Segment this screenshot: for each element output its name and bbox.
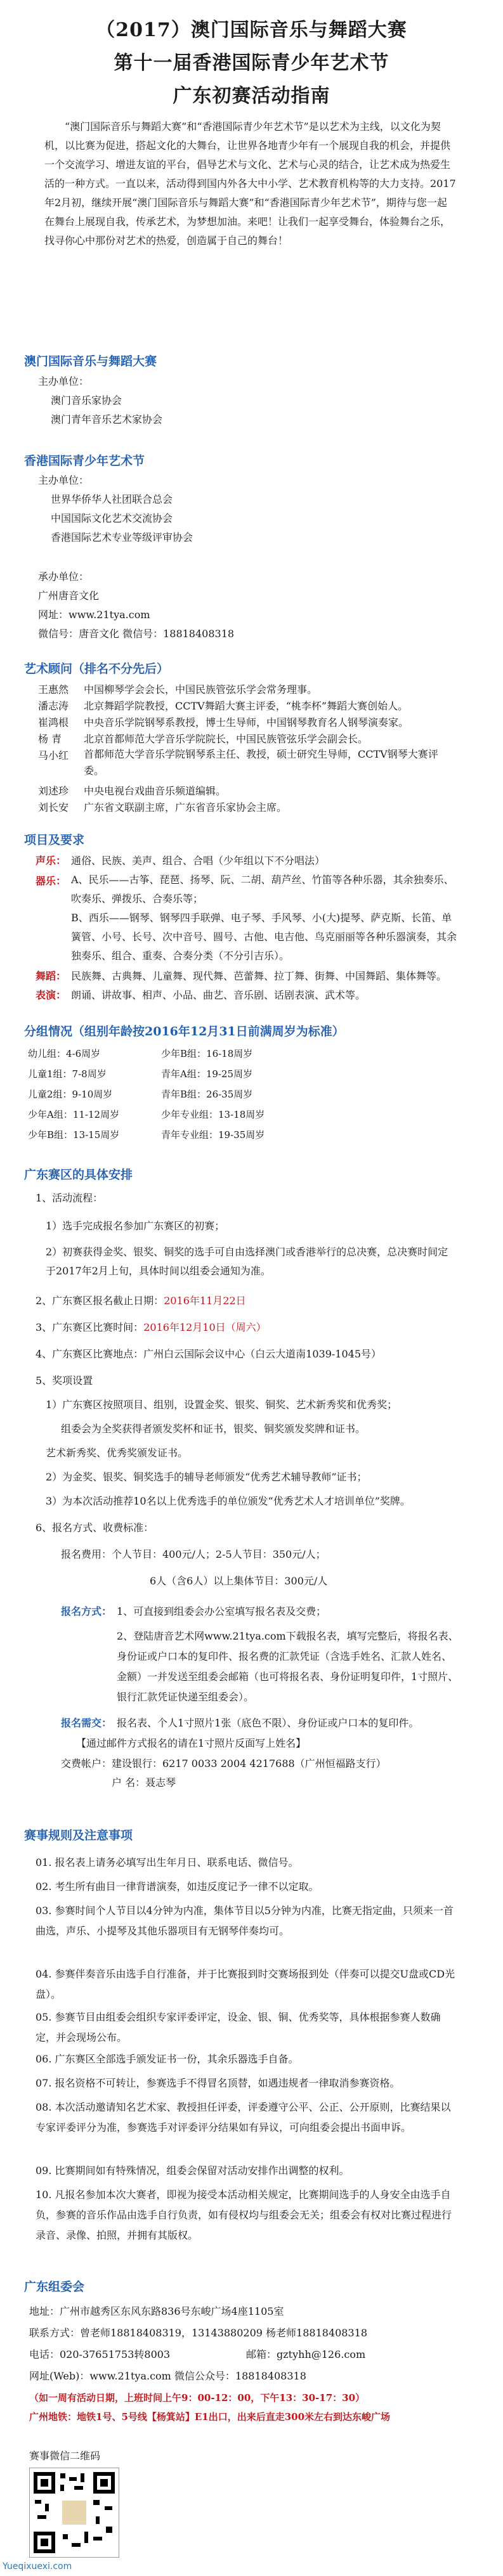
flow-step-1: 1）选手完成报名参加广东赛区的初赛； (46, 1220, 225, 1232)
fee-sub-label: 报名费用： (61, 1548, 112, 1560)
consultant-desc: 北京舞蹈学院教授，CCTV舞蹈大赛主评委，“桃李杯”舞蹈大赛创始人。 (84, 700, 408, 712)
requirement-text: A、民乐——古筝、琵琶、扬琴、阮、二胡、葫芦丝、竹笛等各种乐器，其余独奏乐、吹奏乐、弹拨乐、合奏乐等； (71, 874, 454, 905)
consultant-desc: 中国柳琴学会会长，中国民族管弦乐学会常务理事。 (84, 683, 318, 696)
rule-item: 06. 广东赛区全部选手颁发证书一份，其余乐器选手自备。 (36, 2053, 299, 2065)
hk-heading: 香港国际青少年艺术节 (24, 454, 145, 468)
group-row (28, 1125, 265, 1145)
requirement-text: 民族舞、古典舞、儿童舞、现代舞、芭蕾舞、拉丁舞、街舞、中国舞蹈、集体舞等。 (71, 970, 447, 982)
consultant-desc: 中央电视台戏曲音乐频道编辑。 (84, 785, 226, 797)
macau-heading: 澳门国际音乐与舞蹈大赛 (24, 354, 157, 368)
group-cell: 青年B组：26-35周岁 (161, 1089, 253, 1100)
contact-phone: 电话：020-37651753转8003 (29, 2348, 171, 2360)
contact-people: 联系方式：曾老师18818408319，13143880209 杨老师18818408318 (29, 2327, 368, 2339)
requirement-text: 朗诵、讲故事、相声、小品、曲艺、音乐剧、话剧表演、武术等。 (71, 989, 366, 1001)
group-cell: 儿童1组：7-8周岁 (28, 1068, 107, 1080)
organizer-wechat: 微信号：唐音文化 微信号：18818408318 (38, 628, 235, 640)
match-date: 2016年12月10日（周六） (143, 1321, 266, 1333)
contact-heading: 广东组委会 (24, 2280, 85, 2294)
method-label: 报名方式： (61, 1605, 112, 1617)
group-cell: 幼儿组：4-6周岁 (28, 1048, 101, 1059)
watermark: Yueqixuexi.com (3, 2561, 72, 2572)
rule-item: 07. 报名资格不可转让，参赛选手不得冒名顶替，如遇违规者一律取消参赛资格。 (36, 2077, 400, 2089)
macau-host-2: 澳门青年音乐艺术家协会 (51, 413, 163, 425)
hk-host-2: 中国国际文化艺术交流协会 (51, 512, 173, 524)
consultant-name: 马小红 (38, 749, 69, 761)
organizer-label: 承办单位： (38, 571, 89, 583)
consultant-desc: 中央音乐学院钢琴系教授，博士生导师，中国钢琴教育名人钢琴演奏家。 (84, 716, 409, 728)
group-cell: 少年B组：13-15周岁 (28, 1129, 120, 1141)
rule-item: 05. 参赛节目由组委会组织专家评委评定，设金、银、铜、优秀奖等，具体根据参赛人数确定，并会现场公布。 (36, 2011, 441, 2043)
organizer-name: 广州唐音文化 (38, 590, 100, 602)
rule-item: 03. 参赛时间个人节目以4分钟为内准，集体节目以5分钟为内准，比赛无指定曲，只须来一首曲选，声乐、小提琴及其他乐器项目有无钢琴伴奏均可。 (36, 1905, 454, 1937)
requirement-category: 器乐： (36, 875, 67, 887)
intro-paragraph: “澳门国际音乐与舞蹈大赛”和“香港国际青少年艺术节”是以艺术为主线，以文化为契机，以比赛为促进，搭起文化的大舞台，让世界各地青少年有一个展现自我的机会，并提供一个交流学习、增进友谊的平台，倡导艺术与文化、艺术与心灵的结合，让艺术成为热爱生活的一种方式。一直以来，活动得到国内外各大中小学、艺术教育机构等的大力支持。2017年2月初，继续开展“澳门国际音乐与舞蹈大赛”和“香港国际青少年艺术节”，期待与您一起在舞台上展现自我，传承艺术，为梦想加油。来吧！让我们一起享受舞台，体验舞台之乐，找寻你心中那份对艺术的热爱，创造属于自己的舞台！ (44, 120, 456, 247)
consultant-desc: 广东省文联副主席，广东省音乐家协会主席。 (84, 801, 287, 813)
hk-host-3: 香港国际艺术专业等级评审协会 (51, 531, 193, 543)
qr-logo (60, 2499, 88, 2527)
groups-table (28, 1044, 265, 1145)
rule-item: 02. 考生所有曲目一律背谱演奏，如违反度记予一律不以定取。 (36, 1880, 319, 1893)
mail-note: 【通过邮件方式报名的请在1寸照片反面写上姓名】 (76, 1737, 306, 1749)
rule-item: 10. 凡报名参加本次大赛者，即视为接受本活动相关规定，比赛期间选手的人身安全由选手自负，参赛的音乐作品由选手自行负责，如有侵权均与组委会无关；组委会有权对比赛过程进行录音、录像、拍照，并拥有其版权。 (36, 2189, 452, 2241)
group-cell: 青年A组：19-25周岁 (161, 1068, 253, 1080)
method-2: 2、登陆唐音艺术网www.21tya.com下载报名表，填写完整后，将报名表、身份证或户口本的复印件、报名费的汇款凭证（含选手姓名、汇款人姓名、金额）一并发送至组委会邮箱（也可将报名表、身份证明复印件，1寸照片、银行汇款凭证快递至组委会）。 (117, 1630, 459, 1703)
qr-finder-pattern (34, 2532, 55, 2553)
contact-website: 网址(Web)：www.21tya.com 微信公众号：18818408318 (29, 2370, 306, 2382)
requirement-category: 表演： (36, 989, 67, 1001)
account-label: 交费帐户： (61, 1757, 112, 1770)
title-line-1: （2017）澳门国际音乐与舞蹈大赛 (96, 19, 407, 41)
contact-transit: 广州地铁：地铁1号、5号线【杨箕站】E1出口，出来后直走300米左右到达东峻广场 (29, 2411, 391, 2423)
group-row (28, 1084, 265, 1104)
hk-host-label: 主办单位： (38, 474, 89, 486)
deadline-label: 2、广东赛区报名截止日期： (36, 1295, 164, 1307)
fee-label: 6、报名方式、收费标准： (36, 1522, 154, 1534)
material-label: 报名需交： (61, 1717, 112, 1729)
method-1: 1、可直接到组委会办公室填写报名表及交费； (117, 1605, 327, 1617)
title-block (0, 14, 503, 113)
account: 建设银行：6217 0033 2004 4217688（广州恒福路支行） (112, 1757, 386, 1770)
contact-email: 邮箱：gztyhh@126.com (246, 2348, 366, 2360)
wechat-qr-code (29, 2468, 119, 2558)
consultant-desc: 北京首都师范大学音乐学院院长，中国民族管弦乐学会副会长。 (84, 733, 369, 745)
match-line (36, 1320, 266, 1335)
hk-host-1: 世界华侨华人社团联合总会 (51, 493, 173, 505)
fee-line: 6人（含6人）以上集体节目：300元/人 (150, 1575, 328, 1587)
rules-heading: 赛事规则及注意事项 (24, 1828, 133, 1842)
contact-hours: （如一周有活动日期，上班时间上午9：00-12：00，下午13：30-17：30） (29, 2392, 365, 2404)
consultant-name: 杨 青 (38, 733, 62, 745)
group-row (28, 1104, 265, 1125)
requirement-category: 舞蹈： (36, 970, 67, 982)
consultants-heading: 艺术顾问（排名不分先后） (24, 662, 169, 676)
requirement-text: B、西乐——钢琴、钢琴四手联弹、电子琴、手风琴、小(大)提琴、萨克斯、长笛、单簧管、小号、长号、次中音号、圆号、古他、电吉他、鸟克丽丽等各种乐器演奏，其余独奏乐、组合、重奏、合奏分类（不分引吉乐）。 (71, 912, 457, 962)
rule-item: 04. 参赛伴奏音乐由选手自行准备，并于比赛报到时交赛场报到处（伴奏可以提交U盘或CD光盘）。 (36, 1968, 455, 2000)
organizer-site: 网址：www.21tya.com (38, 609, 150, 621)
group-cell: 青年专业组：19-35周岁 (161, 1129, 265, 1141)
consultant-name: 刘长安 (38, 801, 69, 813)
group-cell: 少年专业组：13-18周岁 (161, 1109, 265, 1120)
title-line-3: 广东初赛活动指南 (173, 85, 330, 107)
consultant-desc: 首都师范大学音乐学院钢琴系主任、教授，硕士研究生导师，CCTV钢琴大赛评委。 (84, 748, 438, 777)
flow-step-2: 2）初赛获得金奖、银奖、铜奖的选手可自由选择澳门或香港举行的总决赛，总决赛时间定于2017年2月上旬，具体时间以组委会通知为准。 (46, 1246, 448, 1277)
requirement-category: 声乐： (36, 855, 67, 867)
requirement-text: 通俗、民族、美声、组合、合唱（少年组以下不分唱法） (71, 855, 325, 867)
material-text: 报名表、个人1寸照片1张（底色不限）、身份证或户口本的复印件。 (117, 1717, 419, 1729)
consultant-name: 潘志涛 (38, 700, 69, 712)
deadline-date: 2016年11月22日 (164, 1295, 246, 1307)
consultant-name: 王惠然 (38, 683, 69, 696)
rule-item: 01. 报名表上请务必填写出生年月日、联系电话、微信号。 (36, 1856, 299, 1868)
award-item: 艺术新秀奖、优秀奖颁发证书。 (46, 1447, 188, 1459)
groups-heading: 分组情况（组别年龄按2016年12月31日前满周岁为标准） (24, 1025, 344, 1039)
qr-finder-pattern (93, 2472, 115, 2494)
group-row (28, 1044, 265, 1064)
rule-item: 09. 比赛期间如有特殊情况，组委会保留对活动安排作出调整的权利。 (36, 2165, 349, 2177)
award-item: 2）为金奖、银奖、铜奖选手的辅导老师颁发“优秀艺术辅导教师”证书； (46, 1471, 367, 1483)
consultant-name: 崔鸿根 (38, 716, 69, 728)
venue: 4、广东赛区比赛地点：广州白云国际会议中心（白云大道南1039-1045号） (36, 1348, 382, 1360)
requirements-heading: 项目及要求 (24, 833, 85, 847)
title-line-2: 第十一届香港国际青少年艺术节 (114, 52, 389, 74)
award-item: 3）为本次活动推荐10名以上优秀选手的单位颁发“优秀艺术人才培训单位”奖牌。 (46, 1495, 410, 1507)
group-cell: 少年B组：16-18周岁 (161, 1048, 253, 1059)
qr-label: 赛事微信二维码 (29, 2450, 101, 2462)
macau-host-label: 主办单位： (38, 375, 89, 387)
award-label: 5、奖项设置 (36, 1375, 93, 1387)
gd-heading: 广东赛区的具体安排 (24, 1168, 133, 1182)
match-label: 3、广东赛区比赛时间： (36, 1321, 144, 1333)
group-cell: 少年A组：11-12周岁 (28, 1109, 120, 1120)
award-item: 组委会为全奖获得者颁发奖杯和证书，银奖、铜奖颁发奖牌和证书。 (61, 1423, 366, 1435)
rule-item: 08. 本次活动邀请知名艺术家、教授担任评委，评委遵守公平、公正、公开原则，比赛结果以专家评委评分为准，参赛选手对评委评分结果如有异议，可向组委会提出书面申诉。 (36, 2101, 451, 2133)
payee: 户 名：聂志琴 (112, 1777, 176, 1789)
contact-address: 地址：广州市越秀区东风东路836号东峻广场4座1105室 (29, 2305, 284, 2317)
fee-line: 个人节目：400元/人；2-5人节目：350元/人； (112, 1548, 326, 1560)
macau-host-1: 澳门音乐家协会 (51, 394, 122, 406)
award-item: 1）广东赛区按照项目、组别，设置金奖、银奖、铜奖、艺术新秀奖和优秀奖； (46, 1399, 398, 1411)
flow-label: 1、活动流程： (36, 1192, 103, 1204)
consultant-name: 刘述珍 (38, 785, 69, 797)
group-row (28, 1064, 265, 1084)
group-cell: 儿童2组：9-10周岁 (28, 1089, 113, 1100)
deadline-line (36, 1293, 246, 1309)
qr-finder-pattern (34, 2472, 55, 2494)
